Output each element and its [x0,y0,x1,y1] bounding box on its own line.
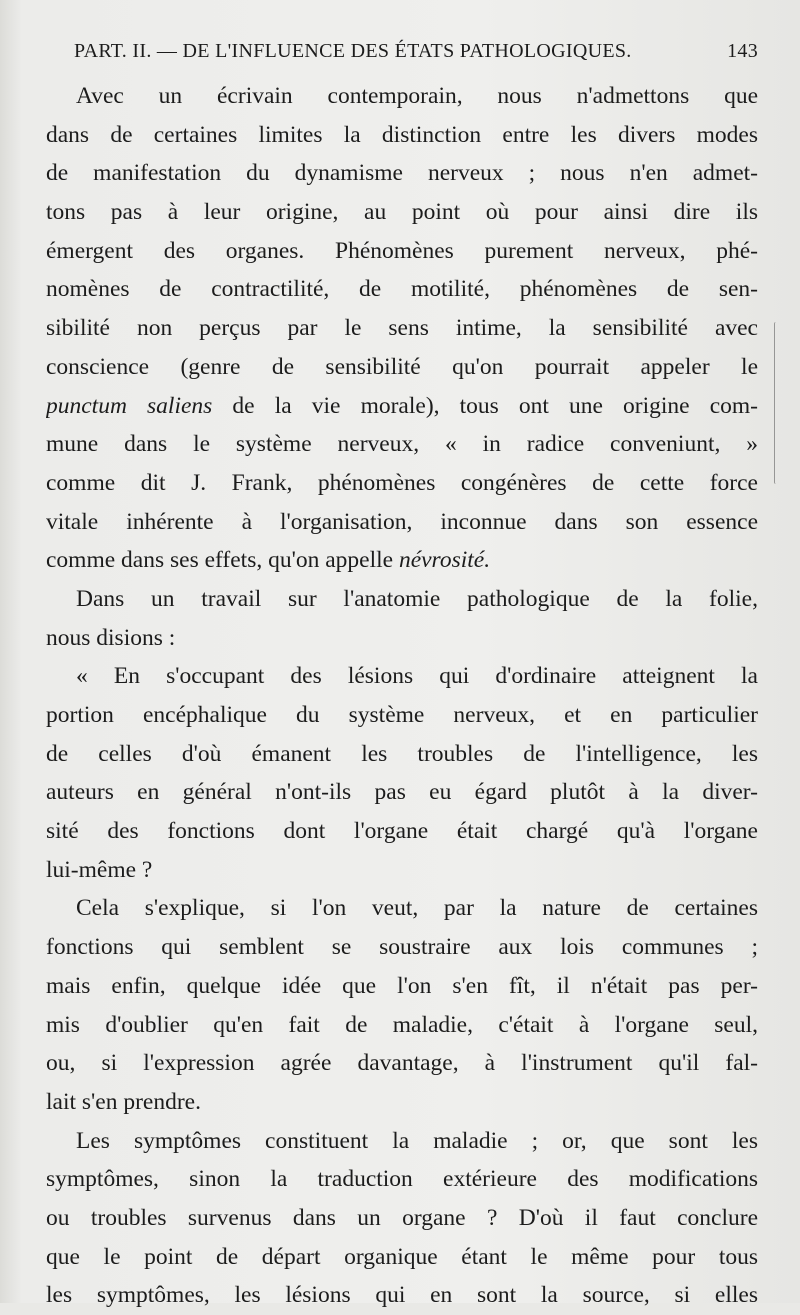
text-line [46,154,758,193]
text-line [46,503,758,542]
text-line-content: conscience (genre de sensibilité qu'on pourrait appeler le [46,353,758,380]
margin-pencil-mark [774,322,778,484]
body-text [46,77,758,1315]
text-line [46,1006,758,1045]
text-line-content: comme dit J. Frank, phénomènes congénères de cette force [46,469,758,496]
text-line-content: mune dans le système nerveux, « in radice conveniunt, » [46,431,758,458]
text-line-content: Les symptômes constituent la maladie ; or, que sont les [76,1127,758,1154]
text-line [46,1083,758,1122]
text-line-content: Avec un écrivain contemporain, nous n'admettons que [76,83,758,109]
text-line-content: mais enfin, quelque idée que l'on s'en fît, il n'était pas per- [46,972,758,999]
page-number: 143 [727,40,758,62]
text-line [46,1160,758,1199]
text-line [46,1276,758,1315]
text-line-content: sibilité non perçus par le sens intime, la sensibilité avec [46,315,758,342]
italic-phrase: névrosité. [398,547,491,574]
text-line [46,1122,758,1161]
text-line-content: les symptômes, les lésions qui en sont la source, si elles [46,1282,758,1309]
text-line [46,1044,758,1083]
text-line [46,619,758,658]
text-line-content: tons pas à leur origine, au point où pour ainsi dire ils [46,199,758,226]
text-line-content: nomènes de contractilité, de motilité, phénomènes de sen- [46,276,758,303]
text-line [46,928,758,967]
text-line [46,773,758,812]
text-line [46,116,758,155]
text-line [46,232,758,271]
text-line [46,464,758,503]
running-title: PART. II. — DE L'INFLUENCE DES ÉTATS PATHOLOGIQUES. [74,40,632,62]
text-line [46,425,758,464]
text-line-content: lait s'en prendre. [46,1088,201,1115]
text-line-content: de celles d'où émanent les troubles de l'intelligence, les [46,740,758,767]
text-line [46,77,758,116]
text-line-content: « En s'occupant des lésions qui d'ordinaire atteignent la [76,663,758,690]
text-line-content: lui-même ? [46,856,153,883]
text-line-content: émergent des organes. Phénomènes purement nerveux, phé- [46,237,758,264]
text-line-content: Dans un travail sur l'anatomie pathologique de la folie, [76,585,758,612]
text-line [46,270,758,309]
text-line-content: comme dans ses effets, qu'on appelle [46,547,394,574]
text-line-content: auteurs en général n'ont-ils pas eu égard plutôt à la diver- [46,779,758,806]
text-line [46,696,758,735]
text-line-content: que le point de départ organique étant le même pour tous [46,1243,758,1270]
text-line-content: nous disions : [46,624,176,651]
text-line [46,193,758,232]
text-line [46,309,758,348]
text-line [46,657,758,696]
text-line [46,851,758,890]
text-line-content: fonctions qui semblent se soustraire aux lois communes ; [46,934,758,961]
text-line [46,348,758,387]
text-line-content: de manifestation du dynamisme nerveux ; nous n'en admet- [46,160,758,187]
text-line [46,541,758,580]
text-line-content: ou, si l'expression agrée davantage, à l'instrument qu'il fal- [46,1050,758,1077]
text-line [46,812,758,851]
text-line-content: ou troubles survenus dans un organe ? D'où il faut conclure [46,1204,758,1231]
text-line-content: sité des fonctions dont l'organe était chargé qu'à l'organe [46,818,758,845]
text-line-content: dans de certaines limites la distinction entre les divers modes [46,121,758,148]
running-header [74,40,758,68]
text-line-content: Cela s'explique, si l'on veut, par la nature de certaines [76,895,758,922]
text-line-content: mis d'oublier qu'en fait de maladie, c'était à l'organe seul, [46,1011,758,1038]
text-line-content: vitale inhérente à l'organisation, inconnue dans son essence [46,508,758,535]
text-line [46,967,758,1006]
text-line [46,1238,758,1277]
text-line [46,735,758,774]
text-line-content: symptômes, sinon la traduction extérieure des modifications [46,1166,758,1193]
text-line-content: portion encéphalique du système nerveux, et en particulier [46,702,758,728]
text-line-content: de la vie morale), tous ont une origine com- [232,392,758,419]
text-line [46,580,758,619]
text-line [46,1199,758,1238]
italic-phrase: punctum saliens [46,392,213,419]
text-line [46,889,758,928]
text-line [46,387,758,426]
